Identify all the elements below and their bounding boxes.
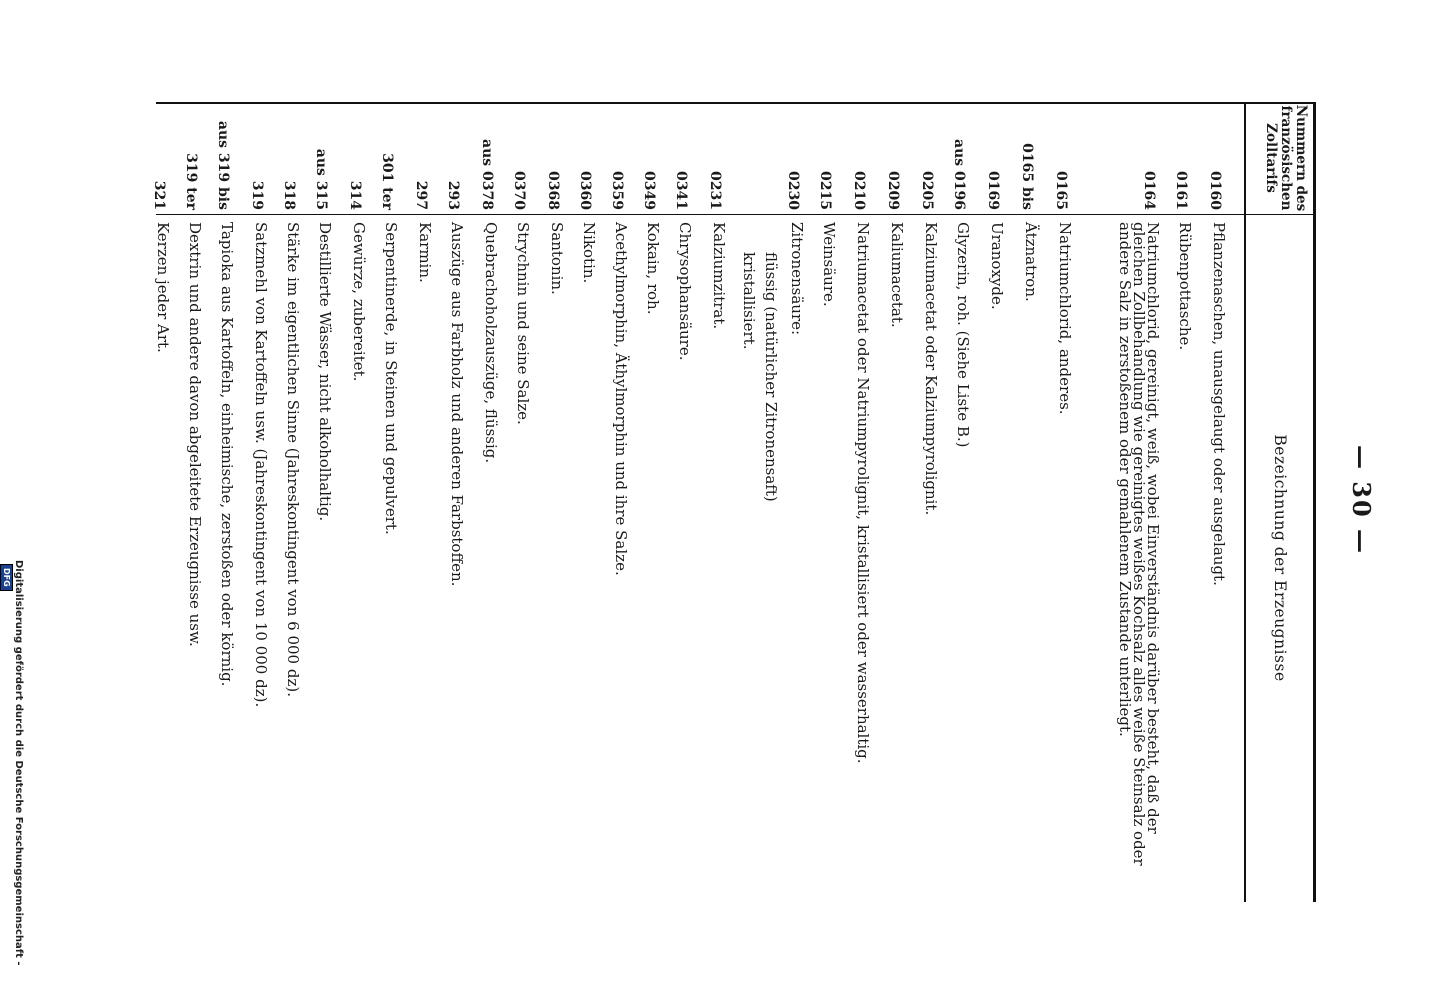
product-description: Strychnin und seine Salze. [514, 222, 532, 425]
credit-text: Digitalisierung gefördert durch die Deutsche Forschungsgemeinschaft - [13, 560, 24, 966]
product-description: Auszüge aus Farbholz und anderen Farbstoffen. [448, 222, 466, 587]
tariff-number: 0349 [641, 171, 657, 210]
product-description: Zitronensäure: [788, 222, 806, 336]
table-header-rule [1244, 102, 1246, 902]
product-description: Santonin. [548, 222, 566, 295]
product-description: Weinsäure. [820, 222, 838, 307]
tariff-number: 0210 [851, 171, 867, 210]
column-header-description: Bezeichnung der Erzeugnisse [1271, 434, 1289, 682]
tariff-number: 314 [347, 180, 363, 210]
table-top-rule [1313, 102, 1316, 902]
product-description: Quebrachoholzauszüge, flüssig. [482, 222, 500, 464]
tariff-number: 0215 [817, 171, 833, 210]
tariff-number: 0370 [511, 171, 527, 210]
product-description: flüssig (natürlicher Zitronensaft) [762, 252, 780, 502]
product-description: Natriumacetat oder Natriumpyrolignit, kristallisiert oder wasserhaltig. [854, 222, 872, 764]
tariff-number: aus 315 [313, 148, 329, 210]
product-description: Glyzerin, roh. (Siehe Liste B.) [954, 222, 972, 448]
tariff-number: 0360 [577, 171, 593, 210]
product-description: Nikotin. [580, 222, 598, 284]
tariff-number: 297 [413, 180, 429, 210]
product-description: Karmin. [416, 222, 434, 283]
tariff-number: 0205 [919, 171, 935, 210]
product-description: Kerzen jeder Art. [154, 222, 172, 353]
product-description: Pflanzenaschen, unausgelaugt oder ausgelaugt. [1210, 222, 1228, 586]
product-description: Kaliumacetat. [888, 222, 906, 328]
tariff-number: 0341 [673, 171, 689, 210]
tariff-number: 0368 [545, 171, 561, 210]
column-header-numbers: Nummern des französischen Zolltarifs [1263, 104, 1309, 212]
tariff-number: 0169 [985, 171, 1001, 210]
tariff-number: 0231 [707, 171, 723, 210]
product-description: Serpentinerde, in Steinen und gepulvert. [382, 222, 400, 535]
tariff-number: 293 [445, 180, 461, 210]
product-description: Rübenpottasche. [1176, 222, 1194, 351]
product-description: Kalziumacetat oder Kalziumpyrolignit. [922, 222, 940, 516]
product-description: Acethylmorphin, Äthylmorphin und ihre Salze. [612, 222, 630, 576]
product-description: Ätznatron. [1022, 222, 1040, 302]
product-description: Gewürze, zubereitet. [350, 222, 368, 382]
tariff-number: 0164 [1141, 171, 1157, 210]
product-description: Natriumchlorid, anderes. [1056, 222, 1074, 415]
digitization-credit [0, 560, 24, 980]
tariff-number: 0165 bis [1019, 143, 1035, 210]
tariff-number: 301 ter [379, 153, 395, 210]
product-description: kristallisiert. [740, 252, 758, 350]
product-description: Chrysophansäure. [676, 222, 694, 361]
tariff-number: 0359 [609, 171, 625, 210]
tariff-number: 0230 [785, 171, 801, 210]
tariff-number: 0160 [1207, 171, 1223, 210]
tariff-number: 319 ter [183, 153, 199, 210]
product-description: Dextrin und andere davon abgeleitete Erzeugnisse usw. [186, 222, 204, 647]
product-description: Kalziumzitrat. [710, 222, 728, 330]
product-description: Kokain, roh. [644, 222, 662, 315]
page-number: — 30 — [1347, 444, 1376, 556]
product-description: Stärke im eigentlichen Sinne (Jahreskontingent von 6 000 dz). [284, 222, 302, 697]
tariff-number: aus 0378 [479, 139, 495, 210]
dfg-logo: DFG [0, 564, 13, 591]
product-description: Destillierte Wässer, nicht alkoholhaltig. [316, 222, 334, 522]
tariff-number: 0161 [1173, 171, 1189, 210]
tariff-number: aus 319 bis [215, 120, 231, 210]
tariff-number: 0165 [1053, 171, 1069, 210]
table-column-divider [156, 214, 1316, 215]
tariff-number: aus 0196 [951, 139, 967, 210]
tariff-number: 318 [281, 180, 297, 210]
product-description: Uranoxyde. [988, 222, 1006, 310]
tariff-number: 0209 [885, 171, 901, 210]
tariff-number: 321 [151, 180, 167, 210]
product-description: Natriumchlorid, gereinigt, weiß, wobei Einverständnis darüber besteht, daß der gleichen Zollbehandlung wie gereinigtes weißes Kochsalz alles weiße Steinsalz oder andere Salz in zerstoßenem oder gemahlenem Zustande unterliegt. [1116, 222, 1162, 866]
product-description: Tapioka aus Kartoffeln, einheimische, zerstoßen oder körnig. [218, 222, 236, 687]
product-description: Satzmehl von Kartoffeln usw. (Jahreskontingent von 10 000 dz). [252, 222, 270, 708]
tariff-number: 319 [249, 180, 265, 210]
